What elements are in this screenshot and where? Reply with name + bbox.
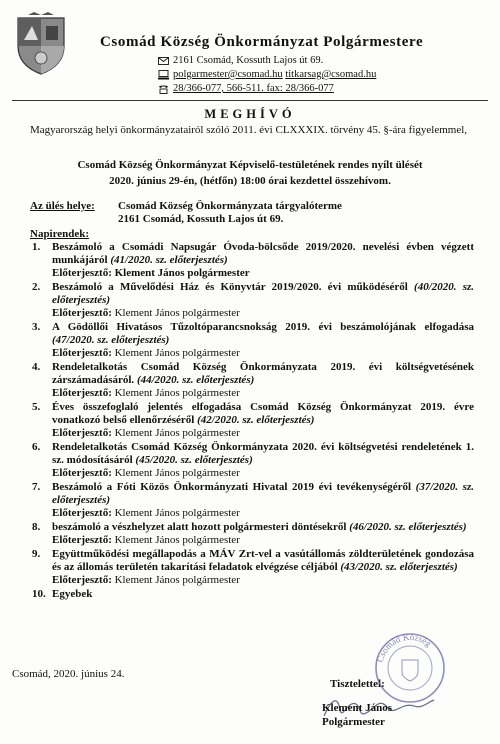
presenter-name: Klement János polgármester [114, 467, 240, 479]
agenda-item-title-block [52, 401, 474, 427]
agenda-item [0, 281, 500, 320]
presenter-name: Klement János polgármester [114, 574, 240, 586]
svg-text:Csomád Község [375, 632, 434, 664]
agenda-item-title: Beszámoló a Csomádi Napsugár Óvoda-bölcsőde 2019/2020. nevelési évben végzett munkájáról [52, 241, 474, 266]
convocation-line-2: 2020. június 29-én, (hétfőn) 18:00 órai kezdettel összehívom. [109, 175, 391, 187]
signatory-role: Polgármester [322, 716, 385, 728]
agenda-item-presenter [52, 347, 474, 360]
presenter-label: Előterjesztő: [52, 507, 112, 519]
organization-name: Csomád Község Önkormányzat Polgármestere [100, 34, 424, 50]
agenda-item-presenter [52, 534, 474, 547]
presenter-name: Klement János polgármester [114, 387, 240, 399]
presenter-label: Előterjesztő: [52, 387, 112, 399]
presenter-name: Klement János polgármester [114, 267, 250, 279]
agenda-item [0, 441, 500, 480]
date-place: Csomád, 2020. június 24. [12, 668, 125, 680]
header-divider [12, 100, 488, 101]
agenda-item-number: 8. [32, 521, 41, 533]
phone-line [158, 83, 334, 94]
agenda-item-title-block [52, 241, 474, 267]
agenda-item-reference: (46/2020. sz. előterjesztés) [349, 521, 467, 533]
agenda-item-number: 2. [32, 281, 41, 293]
presenter-name: Klement János polgármester [114, 534, 240, 546]
document-title: MEGHÍVÓ [204, 107, 296, 121]
location-line-1: Csomád Község Önkormányzata tárgyalóterme [118, 200, 342, 212]
agenda-item-title-block [52, 588, 474, 601]
presenter-label: Előterjesztő: [52, 267, 112, 279]
agenda-item-title-block [52, 321, 474, 347]
agenda-item-title-block [52, 481, 474, 507]
agenda-item-reference: (37/2020. sz. előterjesztés) [52, 481, 474, 506]
email-secondary-link[interactable]: titkarsag@csomad.hu [285, 69, 377, 80]
presenter-name: Klement János polgármester [114, 427, 240, 439]
presenter-name: Klement János polgármester [114, 507, 240, 519]
email-primary-link[interactable]: polgarmester@csomad.hu [173, 69, 283, 80]
agenda-item-title: beszámoló a vészhelyzet alatt hozott polgármesteri döntésekről [52, 521, 347, 533]
agenda-item-reference: (43/2020. sz. előterjesztés) [340, 561, 458, 573]
presenter-label: Előterjesztő: [52, 427, 112, 439]
agenda-item-title: Beszámoló a Művelődési Ház és Könyvtár 2019/2020. évi működéséről [52, 281, 408, 293]
agenda-list [0, 241, 500, 602]
agenda-item-reference: (44/2020. sz. előterjesztés) [136, 374, 255, 386]
agenda-item-title-block [52, 361, 474, 387]
intro-paragraph: Magyarország helyi önkormányzatairól szóló 2011. évi CLXXXIX. törvény 45. §-ára figyelemmel, [30, 124, 468, 136]
agenda-item [0, 321, 500, 360]
agenda-item-title: Éves összefoglaló jelentés elfogadása Csomád Község Önkormányzat 2019. évre vonatkozó belső ellenőrzéséről [52, 401, 474, 426]
agenda-item-reference: (45/2020. sz. előterjesztés) [135, 454, 253, 466]
agenda-label: Napirendek: [30, 228, 90, 240]
agenda-item-reference: (40/2020. sz. előterjesztés) [52, 281, 475, 306]
agenda-item-title: A Gödöllői Hivatásos Tűzoltóparancsnokság 2019. évi beszámolójának elfogadása [52, 321, 474, 333]
agenda-item-title: Egyebek [52, 588, 93, 600]
agenda-item [0, 521, 500, 547]
agenda-item-number: 7. [32, 481, 41, 493]
agenda-item-reference: (42/2020. sz. előterjesztés) [197, 414, 315, 426]
convocation-line-1: Csomád Község Önkormányzat Képviselő-testületének rendes nyílt ülését [77, 159, 423, 171]
agenda-item-presenter [52, 427, 474, 440]
agenda-item [0, 548, 500, 587]
location-label: Az ülés helye: [30, 200, 95, 212]
agenda-item-presenter [52, 307, 474, 320]
agenda-item-title: Együttműködési megállapodás a MÁV Zrt-vel a vasútállomás zöldterületének gondozása és az állomás területén takarítási feladatok elvégzése céljából [52, 548, 474, 573]
agenda-item-presenter [52, 467, 474, 480]
computer-icon [158, 70, 169, 80]
signatory-name: Klement János [322, 702, 392, 714]
agenda-item-title-block [52, 521, 474, 534]
agenda-item-title-block [52, 281, 474, 307]
location-line-2: 2161 Csomád, Kossuth Lajos út 69. [118, 213, 284, 225]
agenda-item-title: Rendeletalkotás Csomád Község Önkormányzata 2020. évi költségvetési rendeletének 1. sz. módosításáról [52, 441, 474, 466]
email-line [158, 69, 376, 80]
address-line [158, 55, 323, 66]
presenter-name: Klement János polgármester [114, 347, 240, 359]
presenter-label: Előterjesztő: [52, 307, 112, 319]
stamp-text: Csomád Község [374, 631, 434, 664]
agenda-item [0, 241, 500, 280]
agenda-item [0, 361, 500, 400]
location-text [118, 200, 342, 226]
agenda-item-number: 9. [32, 548, 41, 560]
agenda-item-title: Rendeletalkotás Csomád Község Önkormányzata 2019. évi költségvetésének zárszámadásáról. [52, 361, 474, 386]
agenda-item-presenter [52, 267, 474, 280]
agenda-item-number: 5. [32, 401, 41, 413]
presenter-label: Előterjesztő: [52, 347, 112, 359]
presenter-name: Klement János polgármester [114, 307, 240, 319]
telephone-icon [158, 84, 169, 94]
agenda-item-reference: (41/2020. sz. előterjesztés) [110, 254, 228, 266]
address-text: 2161 Csomád, Kossuth Lajos út 69. [173, 55, 324, 66]
coat-of-arms-icon [14, 12, 68, 76]
regards-text: Tisztelettel: [330, 678, 385, 690]
agenda-item-presenter [52, 574, 474, 587]
agenda-item-title-block [52, 441, 474, 467]
agenda-item-number: 1. [32, 241, 41, 253]
presenter-label: Előterjesztő: [52, 467, 112, 479]
agenda-item [0, 481, 500, 520]
envelope-icon [158, 56, 169, 66]
agenda-item-number: 4. [32, 361, 41, 373]
presenter-label: Előterjesztő: [52, 534, 112, 546]
agenda-item-presenter [52, 387, 474, 400]
agenda-item-title-block [52, 548, 474, 574]
presenter-label: Előterjesztő: [52, 574, 112, 586]
agenda-item [0, 401, 500, 440]
agenda-item-presenter [52, 507, 474, 520]
agenda-item-number: 6. [32, 441, 41, 453]
agenda-item-number: 3. [32, 321, 41, 333]
agenda-item-title: Beszámoló a Fóti Közös Önkormányzati Hivatal 2019 évi tevékenységéről [52, 481, 412, 493]
phone-text: 28/366-077, 566-511. fax: 28/366-077 [173, 83, 334, 94]
agenda-item-number: 10. [32, 588, 46, 600]
agenda-item [0, 588, 500, 601]
agenda-item-reference: (47/2020. sz. előterjesztés) [52, 334, 170, 346]
